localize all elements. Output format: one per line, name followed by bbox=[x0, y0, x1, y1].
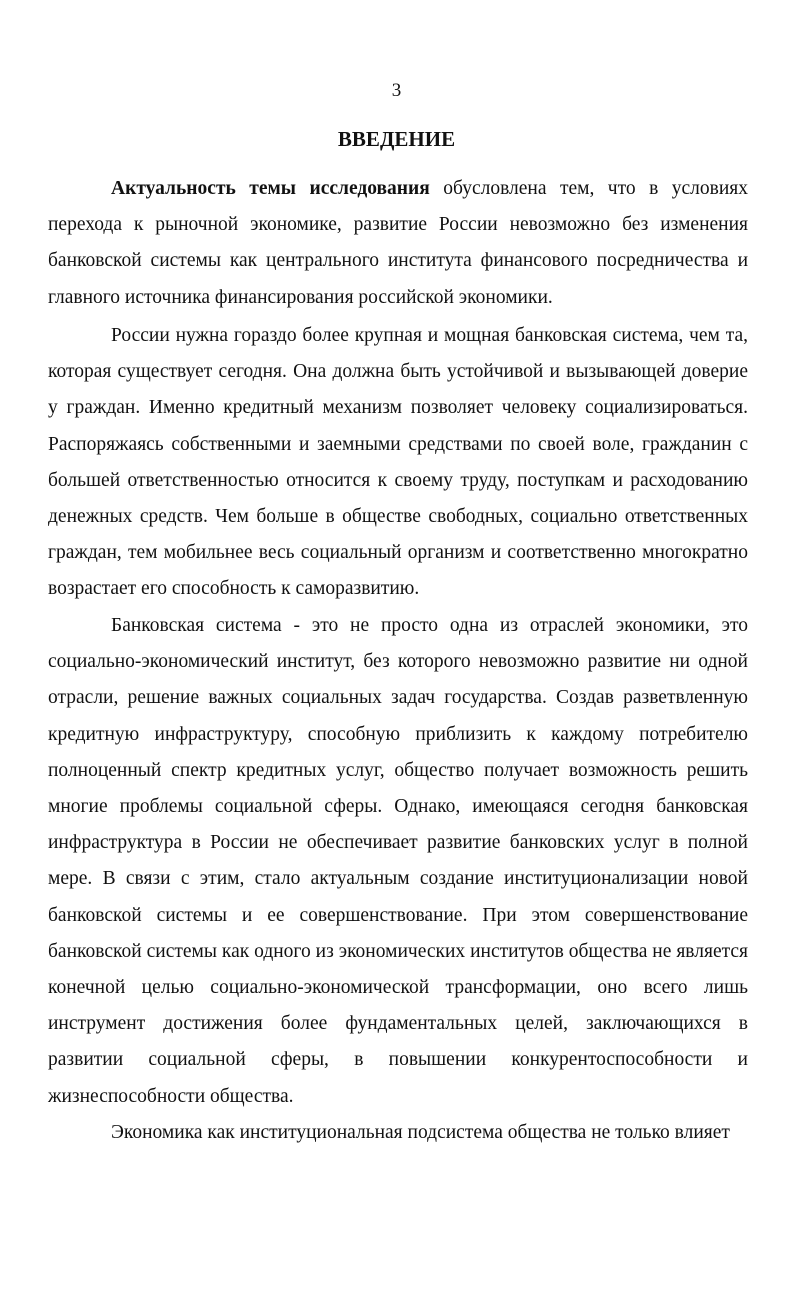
paragraph-economy bbox=[48, 1115, 748, 1151]
page-title: ВВЕДЕНИЕ bbox=[337, 127, 456, 151]
paragraph-banking-need bbox=[48, 318, 748, 608]
paragraph-text: обусловлена тем, что в условиях перехода к рыночной экономике, развитие России невозможно без изменения банковской системы как центрального института финансового посредничества и главного источника финансирования российской экономики. bbox=[48, 178, 748, 308]
paragraph-relevance bbox=[48, 171, 748, 316]
paragraph-text: России нужна гораздо более крупная и мощная банковская система, чем та, которая существует сегодня. Она должна быть устойчивой и вызывающей доверие у граждан. Именно кредитный механизм позволяет человеку социализироваться. Распоряжаясь собственными и заемными средствами по своей воле, гражданин с большей ответственностью относится к своему труду, поступкам и расходованию денежных средств. Чем больше в обществе свободных, социально ответственных граждан, тем мобильнее весь социальный организм и соответственно многократно возрастает его способность к саморазвитию. bbox=[48, 325, 748, 600]
paragraph-text: Банковская система - это не просто одна из отраслей экономики, это социально-экономический институт, без которого невозможно развитие ни одной отрасли, решение важных социальных задач государства. Создав разветвленную кредитную инфраструктуру, способную приблизить к каждому потребителю полноценный спектр кредитных услуг, общество получает возможность решить многие проблемы социальной сферы. Однако, имеющаяся сегодня банковская инфраструктура в России не обеспечивает развитие банковских услуг в полной мере. В связи с этим, стало актуальным создание институционализации новой банковской системы и ее совершенствование. При этом совершенствование банковской системы как одного из экономических институтов общества не является конечной целью социально-экономической трансформации, оно всего лишь инструмент достижения более фундаментальных целей, заключающихся в развитии социальной сферы, в повышении конкурентоспособности и жизнеспособности общества. bbox=[48, 615, 748, 1107]
paragraph-lead-bold: Актуальность темы исследования bbox=[111, 178, 430, 199]
page-number: 3 bbox=[391, 80, 402, 101]
paragraph-text: Экономика как институциональная подсистема общества не только влияет bbox=[111, 1122, 730, 1143]
paragraph-banking-system bbox=[48, 608, 748, 1115]
